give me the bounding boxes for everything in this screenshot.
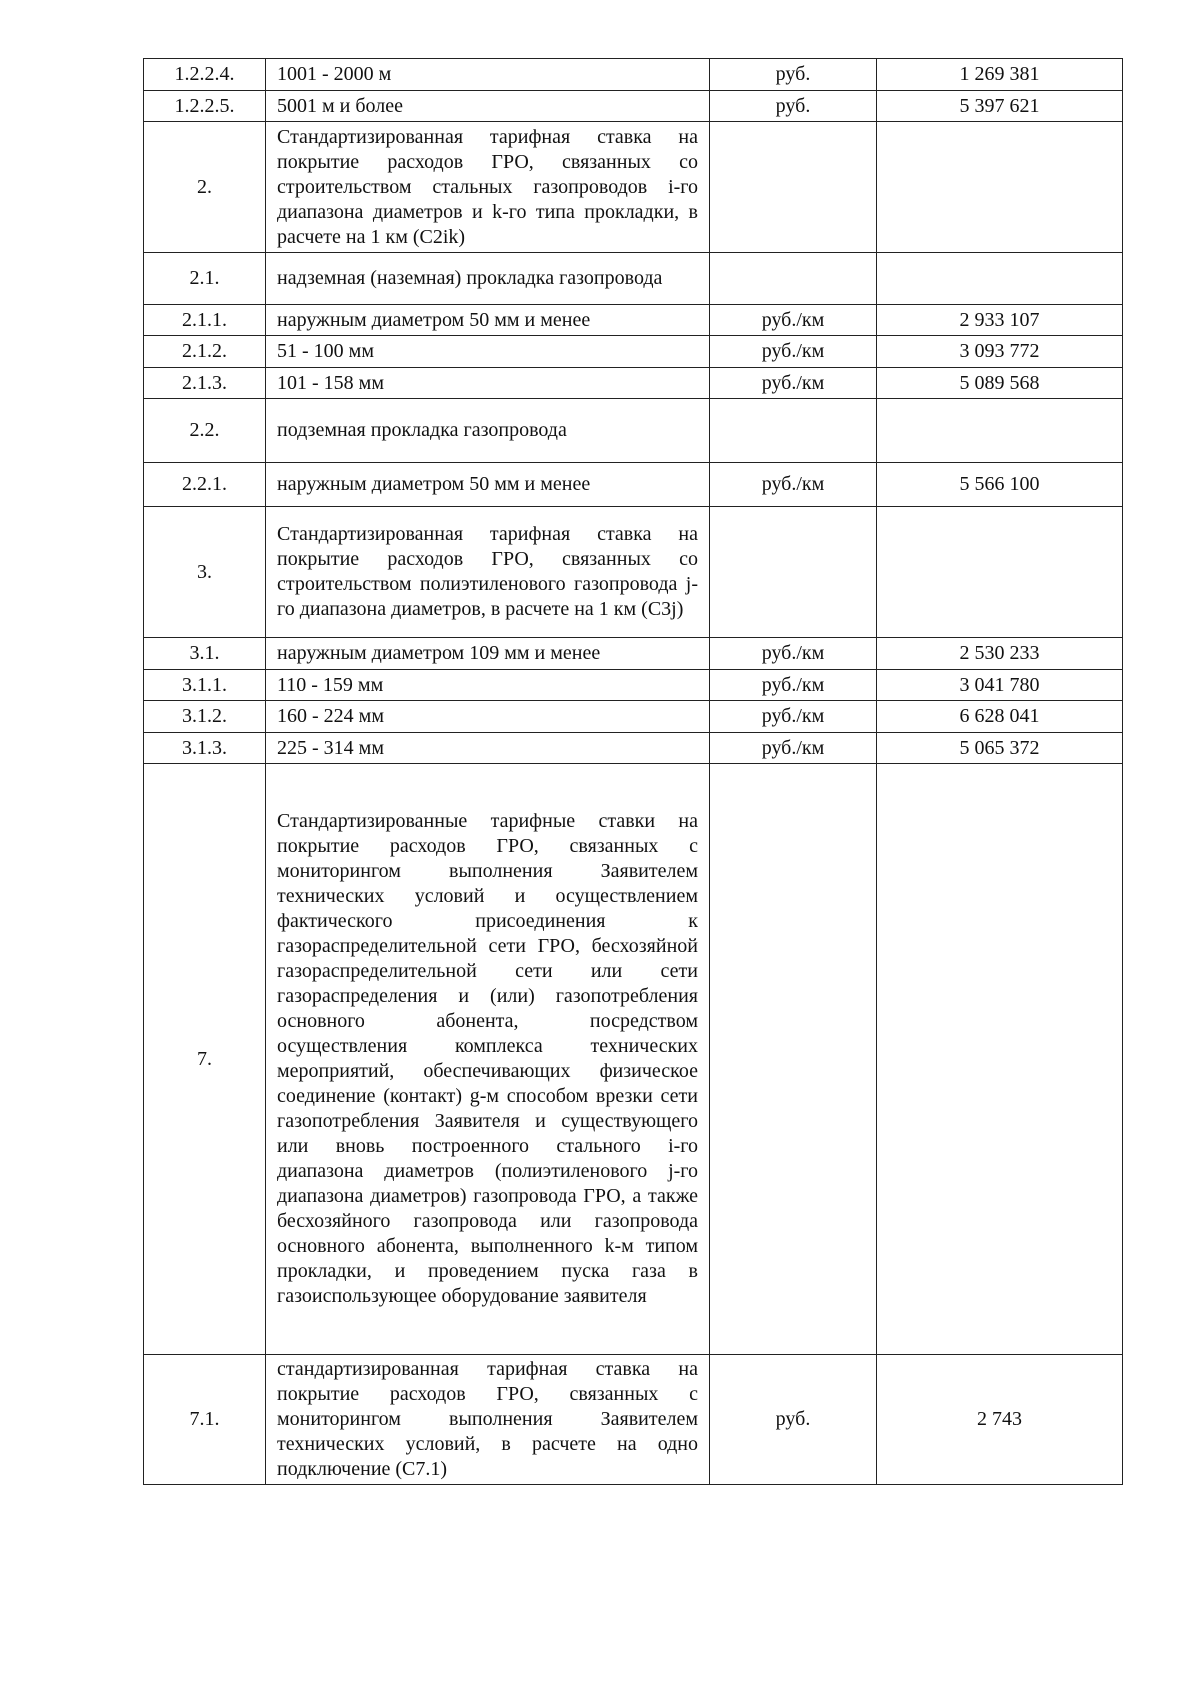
table-row xyxy=(144,638,1123,670)
row-unit xyxy=(710,399,877,463)
row-unit: руб. xyxy=(710,59,877,91)
row-value: 5 397 621 xyxy=(877,91,1123,122)
row-unit: руб. xyxy=(710,91,877,122)
row-number: 2.1. xyxy=(144,253,266,305)
row-number: 3.1. xyxy=(144,638,266,670)
row-unit: руб./км xyxy=(710,336,877,368)
row-number: 3.1.2. xyxy=(144,701,266,733)
row-value: 5 566 100 xyxy=(877,463,1123,507)
row-number: 1.2.2.5. xyxy=(144,91,266,122)
row-unit: руб./км xyxy=(710,701,877,733)
row-description: 225 - 314 мм xyxy=(266,733,710,764)
row-description: Стандартизированные тарифные ставки на покрытие расходов ГРО, связанных с мониторингом выполнения Заявителем технических условий и осуществлением фактического присоединения к газораспределительной сети ГРО, бесхозяйной газораспределительной сети или сети газораспределения и (или) газопотребления основного абонента, посредством осуществления комплекса технических мероприятий, обеспечивающих физическое соединение (контакт) g-м способом врезки сети газопотребления Заявителя и существующего или вновь построенного стального i-го диапазона диаметров (полиэтиленового j-го диапазона диаметров) газопровода ГРО, а также бесхозяйного газопровода или газопровода основного абонента, выполненного k-м типом прокладки, и проведением пуска газа в газоиспользующее оборудование заявителя xyxy=(266,764,710,1355)
table-row xyxy=(144,733,1123,764)
row-value: 2 530 233 xyxy=(877,638,1123,670)
row-number: 7.1. xyxy=(144,1355,266,1485)
row-number: 1.2.2.4. xyxy=(144,59,266,91)
row-value: 3 041 780 xyxy=(877,670,1123,701)
row-number: 3.1.3. xyxy=(144,733,266,764)
row-unit: руб./км xyxy=(710,463,877,507)
table-row xyxy=(144,368,1123,399)
row-unit xyxy=(710,122,877,253)
row-description: 160 - 224 мм xyxy=(266,701,710,733)
row-value: 1 269 381 xyxy=(877,59,1123,91)
row-unit: руб./км xyxy=(710,733,877,764)
row-description: стандартизированная тарифная ставка на покрытие расходов ГРО, связанных с мониторингом выполнения Заявителем технических условий, в расчете на одно подключение (С7.1) xyxy=(266,1355,710,1485)
row-number: 2.1.2. xyxy=(144,336,266,368)
row-number: 2. xyxy=(144,122,266,253)
table-row xyxy=(144,463,1123,507)
row-description: подземная прокладка газопровода xyxy=(266,399,710,463)
row-value xyxy=(877,253,1123,305)
row-value xyxy=(877,764,1123,1355)
table-row xyxy=(144,1355,1123,1485)
row-value xyxy=(877,399,1123,463)
row-number: 2.2. xyxy=(144,399,266,463)
row-number: 2.2.1. xyxy=(144,463,266,507)
row-unit xyxy=(710,507,877,638)
table-row xyxy=(144,122,1123,253)
row-value: 6 628 041 xyxy=(877,701,1123,733)
table-row xyxy=(144,336,1123,368)
table-row xyxy=(144,305,1123,336)
row-value xyxy=(877,122,1123,253)
row-number: 2.1.3. xyxy=(144,368,266,399)
row-value: 2 743 xyxy=(877,1355,1123,1485)
row-description: 51 - 100 мм xyxy=(266,336,710,368)
table-row xyxy=(144,253,1123,305)
row-unit: руб./км xyxy=(710,305,877,336)
row-value: 3 093 772 xyxy=(877,336,1123,368)
row-description: Стандартизированная тарифная ставка на покрытие расходов ГРО, связанных со строительством полиэтиленового газопровода j-го диапазона диаметров, в расчете на 1 км (С3j) xyxy=(266,507,710,638)
row-description: 1001 - 2000 м xyxy=(266,59,710,91)
row-description: Стандартизированная тарифная ставка на покрытие расходов ГРО, связанных со строительством стальных газопроводов i-го диапазона диаметров и k-го типа прокладки, в расчете на 1 км (С2ik) xyxy=(266,122,710,253)
row-number: 7. xyxy=(144,764,266,1355)
row-unit xyxy=(710,253,877,305)
table-row xyxy=(144,59,1123,91)
table-row xyxy=(144,399,1123,463)
row-value xyxy=(877,507,1123,638)
row-description: 110 - 159 мм xyxy=(266,670,710,701)
table-row xyxy=(144,507,1123,638)
tariff-rates-table xyxy=(143,58,1123,1485)
row-number: 2.1.1. xyxy=(144,305,266,336)
row-description: наружным диаметром 50 мм и менее xyxy=(266,305,710,336)
row-number: 3. xyxy=(144,507,266,638)
row-number: 3.1.1. xyxy=(144,670,266,701)
table-row xyxy=(144,91,1123,122)
row-unit: руб./км xyxy=(710,670,877,701)
row-value: 2 933 107 xyxy=(877,305,1123,336)
row-description: надземная (наземная) прокладка газопровода xyxy=(266,253,710,305)
row-unit: руб./км xyxy=(710,368,877,399)
table-body xyxy=(144,59,1123,1485)
row-value: 5 065 372 xyxy=(877,733,1123,764)
row-description: 5001 м и более xyxy=(266,91,710,122)
row-description: 101 - 158 мм xyxy=(266,368,710,399)
table-row xyxy=(144,670,1123,701)
table-row xyxy=(144,764,1123,1355)
row-description: наружным диаметром 109 мм и менее xyxy=(266,638,710,670)
row-unit: руб. xyxy=(710,1355,877,1485)
row-description: наружным диаметром 50 мм и менее xyxy=(266,463,710,507)
row-unit: руб./км xyxy=(710,638,877,670)
row-unit xyxy=(710,764,877,1355)
row-value: 5 089 568 xyxy=(877,368,1123,399)
table-row xyxy=(144,701,1123,733)
